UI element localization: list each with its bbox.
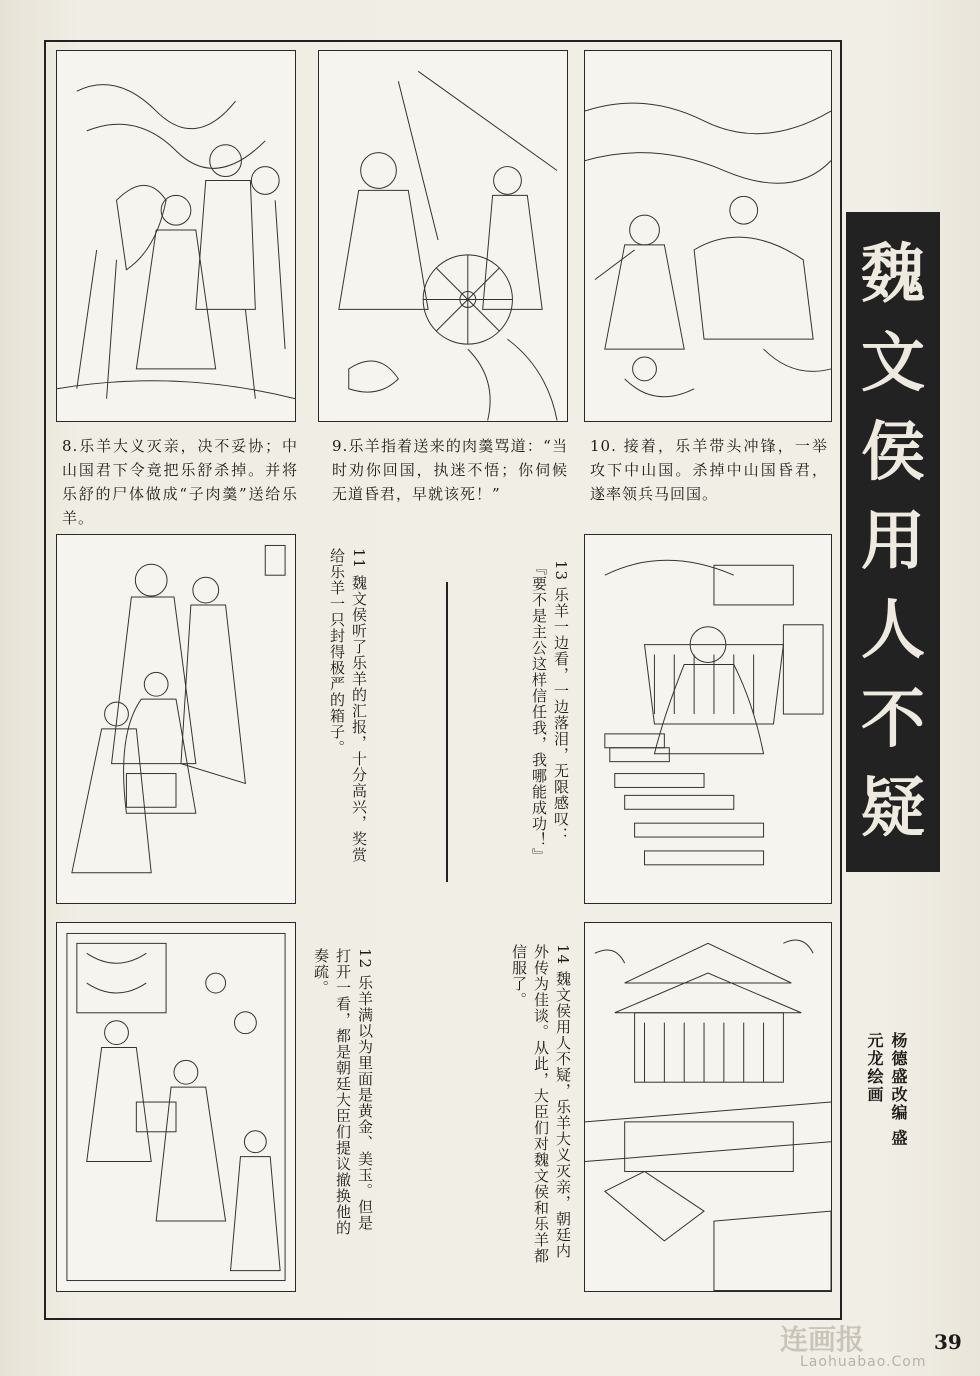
warriors-illustration — [57, 51, 295, 421]
caption-panel-14: 14 魏文侯用人不疑，乐羊大义灭亲，朝廷内外传为佳谈。从此，大臣们对魏文侯和乐羊都信服了。 — [510, 944, 572, 1264]
watermark-logo: 连画报 — [780, 1323, 865, 1356]
watermark-url: Laohuabao.Com — [800, 1354, 927, 1370]
title-char-2: 文 — [861, 325, 925, 401]
caption-panel-11: 11 魏文侯听了乐羊的汇报，十分高兴，奖赏给乐羊一只封得极严的箱子。 — [328, 548, 368, 863]
title-char-5: 人 — [861, 593, 925, 669]
panel-11-illustration — [56, 534, 296, 904]
panel-14-illustration — [584, 922, 832, 1292]
panel-13-illustration — [584, 534, 832, 904]
title-char-4: 用 — [861, 503, 925, 579]
credits — [862, 1032, 910, 1162]
panel-12-illustration — [56, 922, 296, 1292]
panel-10-illustration — [584, 50, 832, 422]
caption-panel-13: 13 乐羊一边看，一边落泪，无限感叹：『要不是主公这样信任我，我哪能成功！』 — [530, 560, 570, 864]
chariot-illustration — [319, 51, 567, 421]
title-char-7: 疑 — [861, 771, 925, 847]
battle-illustration — [585, 51, 831, 421]
caption-panel-10: 10. 接着，乐羊带头冲锋，一举攻下中山国。杀掉中山国昏君，遂率领兵马回国。 — [590, 437, 828, 503]
panel-8-illustration — [56, 50, 296, 422]
palace-illustration — [585, 923, 831, 1291]
caption-panel-12: 12 乐羊满以为里面是黄金、美玉。但是打开一看，都是朝廷大臣们提议撤换他的奏疏。 — [312, 948, 374, 1236]
scrolls-illustration — [585, 535, 831, 903]
court-scene-illustration — [57, 923, 295, 1291]
credit-adapter: 杨德盛改编 — [889, 1032, 908, 1122]
panel-9-illustration — [318, 50, 568, 422]
title-char-1: 魏 — [861, 236, 925, 312]
middle-divider — [446, 582, 448, 882]
caption-panel-8: 8.乐羊大义灭亲，决不妥协；中山国君下令竟把乐舒杀掉。并将乐舒的尸体做成“子肉羹”送给乐羊。 — [62, 437, 298, 527]
caption-panel-9: 9.乐羊指着送来的肉羹骂道：“当时劝你回国，执迷不悟；你伺候无道昏君，早就该死！” — [332, 437, 568, 503]
title-char-3: 侯 — [861, 414, 925, 490]
court-officials-illustration — [57, 535, 295, 903]
title-char-6: 不 — [861, 682, 925, 758]
credit-artist: 盛元龙绘画 — [865, 1032, 908, 1148]
title-band — [846, 212, 940, 872]
page-number: 39 — [934, 1330, 962, 1354]
